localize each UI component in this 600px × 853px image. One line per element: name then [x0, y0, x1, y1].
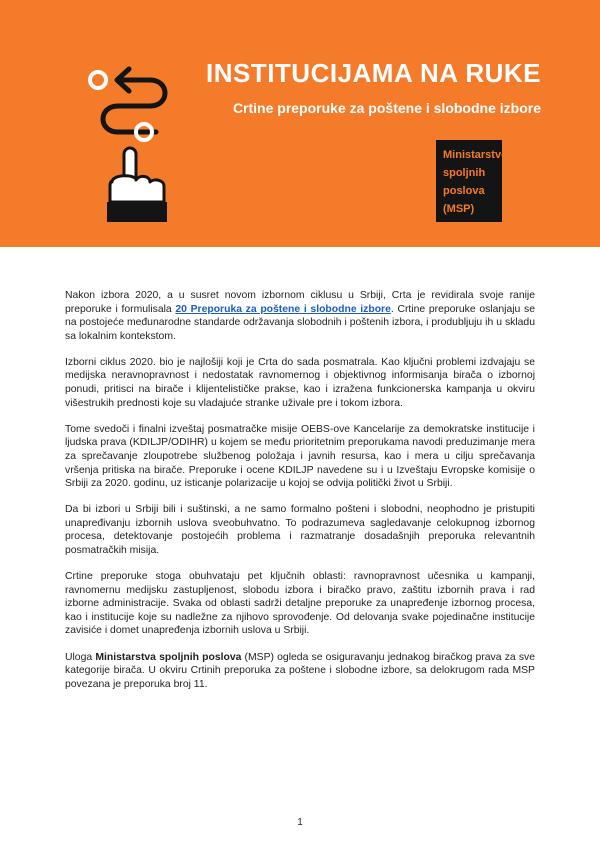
ministry-label-line: spoljnih — [443, 167, 486, 179]
paragraph-text: Uloga — [65, 651, 96, 663]
paragraph-intro — [65, 289, 535, 343]
page-subtitle: Crtine preporuke za poštene i slobodne izbore — [232, 100, 541, 116]
paragraph-text: (MSP) ogleda se osiguravanju jednakog biračkog prava za sve kategorije birača. U okviru Crtinih preporuka za poštene i slobodne izbore, sa delokrugom rada MSP povezana je preporuka broj 11. — [65, 651, 535, 690]
header-banner — [0, 0, 600, 247]
recommendations-link[interactable]: 20 Preporuka za poštene i slobodne izbore — [175, 303, 391, 315]
page-title: INSTITUCIJAMA NA RUKE — [205, 58, 541, 88]
ministry-label-box — [436, 140, 508, 222]
ministry-label-line: (MSP) — [443, 203, 475, 215]
body-text — [65, 289, 535, 704]
ministry-name-bold: Ministarstva spoljnih poslova — [95, 651, 242, 663]
paragraph-odihr-report: Tome svedoči i finalni izveštaj posmatračke misije OEBS-ove Kancelarije za demokratske institucije i ljudska prava (KDILJP/ODIHR) u kojem se među prioritetnim preporukama navodi preduzimanje mera za sprečavanje zloupotrebe službenog položaja i javnih resursa, kao i mera u cilju sprečavanja vršenja pritiska na birače. Preporuke i ocene KDILJP navedene su i u Izveštaju Evropske komisije o Srbiji za 2020. godinu, uz isticanje polarizacije u kojoj se odvija politički život u Srbiji. — [65, 423, 535, 490]
paragraph-text: Nakon izbora 2020, a u susret novom izbornom ciklusu u Srbiji, Crta je revidirala svoje ranije preporuke i formulisala — [65, 290, 535, 315]
paragraph-improvement: Da bi izbori u Srbiji bili i suštinski, a ne samo formalno pošteni i slobodni, neophodno je pristupiti unapređivanju izbornih uslova sveobuhvatno. To podrazumeva sagledavanje celokupnog izbornog procesa, detektovanje postojećih problema i razmatranje dosadašnjih preporuka relevantnih posmatračkih misija. — [65, 504, 535, 556]
paragraph-text: . Crtine preporuke oslanjaju se na postojeće međunarodne standarde održavanja slobodnih i poštenih izbora, i produbljuju ih u skladu sa lokalnim kontekstom. — [65, 303, 535, 342]
page-number: 1 — [297, 817, 303, 828]
paragraph-key-areas: Crtine preporuke stoga obuhvataju pet ključnih oblasti: ravnopravnost učesnika u kampanji, ravnomernu medijsku zastupljenost, slobodu izbora i biračko pravo, zaštitu izbornih prava i rad izborne administracije. Svaka od oblasti sadrži detaljne preporuke za unapređenje izbornog procesa, kao i institucije koje su nadležne za njihovo sprovođenje. Od delovanja svake pojedinačne institucije zavisiće i domet unapređenja izbornih uslova u Srbiji. — [65, 571, 535, 637]
paragraph-msp-role — [65, 651, 535, 692]
hand-pointing-path-icon — [84, 62, 176, 222]
ministry-label-line: poslova — [443, 185, 485, 197]
paragraph-election-cycle: Izborni ciklus 2020. bio je najlošiji koji je Crta do sada posmatrala. Kao ključni problemi izdvajaju se medijska neravnopravnost i nedostatak ravnomernog i objektivnog informisanja birača o izbornoj ponudi, pritisci na birače i klijentelističke prakse, kao i izražena funkcionerska kampanja u okviru višestrukih prednosti koje su vladajuće stranke uživale pre i tokom izbora. — [65, 356, 535, 409]
ministry-label-line: Ministarstvo — [443, 149, 508, 161]
